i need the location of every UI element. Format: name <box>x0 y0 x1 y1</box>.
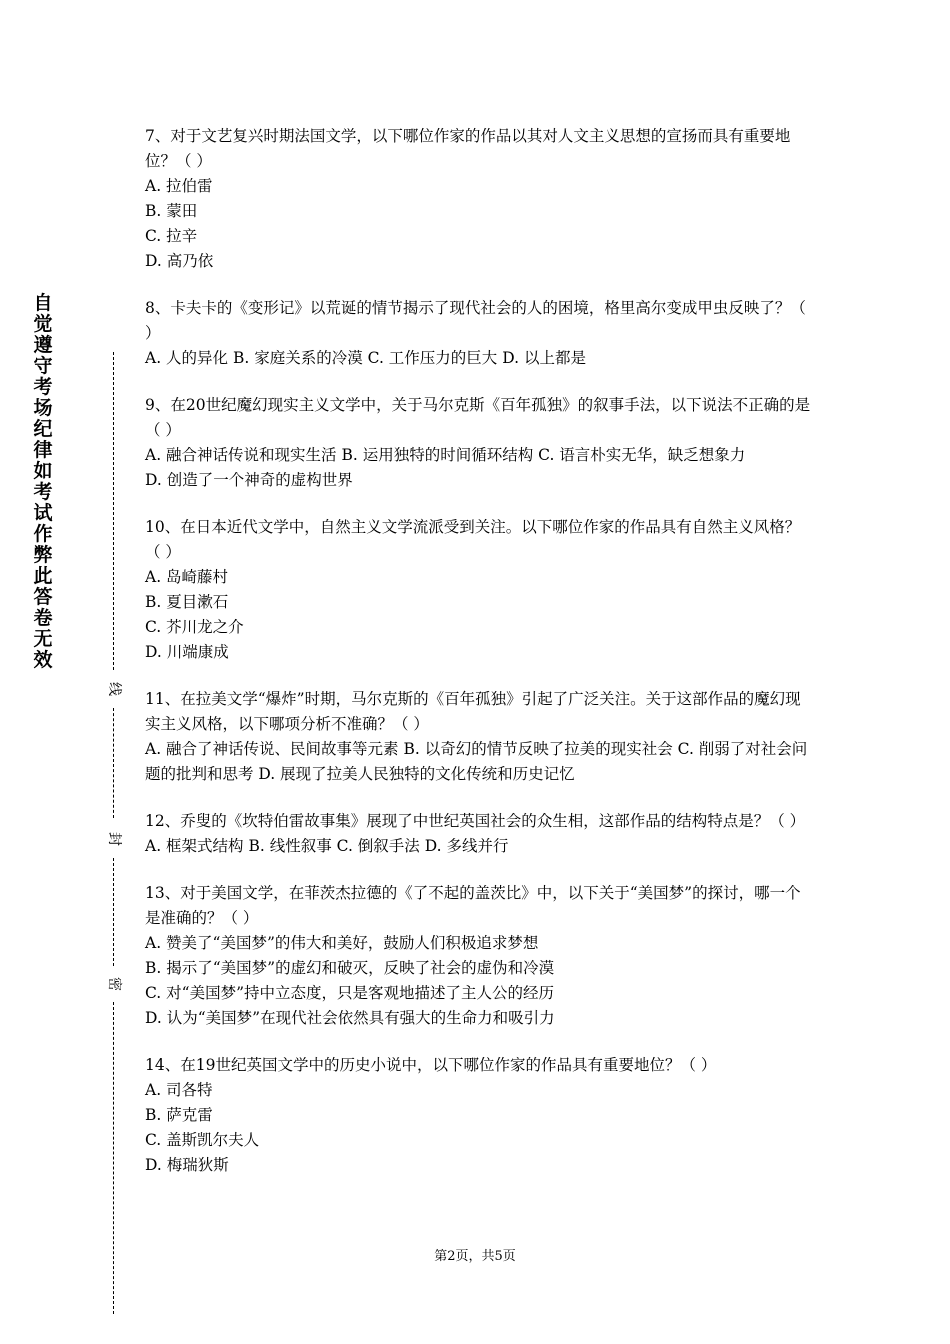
option-b: B. 萨克雷 <box>145 1106 213 1124</box>
option-c: C. 盖斯凯尔夫人 <box>145 1131 260 1149</box>
binding-cut-line <box>113 708 114 818</box>
cut-mark-line: 线 <box>106 682 122 696</box>
options-line: A. 框架式结构 B. 线性叙事 C. 倒叙手法 D. 多线并行 <box>145 837 509 855</box>
binding-cut-line <box>113 352 114 670</box>
options-line: A. 融合了神话传说、民间故事等元素 B. 以奇幻的情节反映了拉美的现实社会 C. 削弱了对社会问题的批判和思考 D. 展现了拉美人民独特的文化传统和历史记忆 <box>145 740 808 783</box>
option-d: D. 高乃依 <box>145 252 214 270</box>
binding-cut-line <box>113 858 114 966</box>
option-d: D. 川端康成 <box>145 643 229 661</box>
option-a: A. 司各特 <box>145 1081 213 1099</box>
cut-mark-seal: 封 <box>106 832 122 846</box>
binding-cut-line <box>113 1002 114 1314</box>
option-d: D. 认为“美国梦”在现代社会依然具有强大的生命力和吸引力 <box>145 1009 555 1027</box>
question-14 <box>145 1053 815 1178</box>
option-d: D. 梅瑞狄斯 <box>145 1156 229 1174</box>
option-c: C. 拉辛 <box>145 227 198 245</box>
option-a: A. 岛崎藤村 <box>145 568 229 586</box>
question-list <box>145 124 815 1200</box>
page-number: 第2页，共5页 <box>434 1249 516 1264</box>
option-b: B. 夏目漱石 <box>145 593 229 611</box>
question-7 <box>145 124 815 274</box>
question-stem: 8、卡夫卡的《变形记》以荒诞的情节揭示了现代社会的人的困境，格里高尔变成甲虫反映了？（ ） <box>145 299 806 342</box>
option-d: D. 创造了一个神奇的虚构世界 <box>145 471 353 489</box>
exam-discipline-notice: 自觉遵守考场纪律如考试作弊此答卷无效 <box>33 292 53 671</box>
option-b: B. 揭示了“美国梦”的虚幻和破灭，反映了社会的虚伪和冷漠 <box>145 959 555 977</box>
question-stem: 7、对于文艺复兴时期法国文学，以下哪位作家的作品以其对人文主义思想的宣扬而具有重要地位？（ ） <box>145 127 791 170</box>
options-line: A. 人的异化 B. 家庭关系的冷漠 C. 工作压力的巨大 D. 以上都是 <box>145 349 586 367</box>
question-stem: 10、在日本近代文学中，自然主义文学流派受到关注。以下哪位作家的作品具有自然主义风格？（ ） <box>145 518 801 561</box>
question-12 <box>145 809 815 859</box>
option-c: C. 对“美国梦”持中立态度，只是客观地描述了主人公的经历 <box>145 984 555 1002</box>
cut-mark-secret: 密 <box>106 977 122 991</box>
question-13 <box>145 881 815 1031</box>
question-stem: 9、在20世纪魔幻现实主义文学中，关于马尔克斯《百年孤独》的叙事手法，以下说法不正确的是（ ） <box>145 396 811 439</box>
question-stem: 13、对于美国文学，在菲茨杰拉德的《了不起的盖茨比》中，以下关于“美国梦”的探讨，哪一个是准确的？（ ） <box>145 884 801 927</box>
question-10 <box>145 515 815 665</box>
question-9 <box>145 393 815 493</box>
option-b: B. 蒙田 <box>145 202 198 220</box>
options-line: A. 融合神话传说和现实生活 B. 运用独特的时间循环结构 C. 语言朴实无华，缺乏想象力 <box>145 446 746 464</box>
question-stem: 14、在19世纪英国文学中的历史小说中，以下哪位作家的作品具有重要地位？（ ） <box>145 1056 717 1074</box>
question-11 <box>145 687 815 787</box>
option-a: A. 拉伯雷 <box>145 177 213 195</box>
question-stem: 11、在拉美文学“爆炸”时期，马尔克斯的《百年孤独》引起了广泛关注。关于这部作品的魔幻现实主义风格，以下哪项分析不准确？（ ） <box>145 690 801 733</box>
option-a: A. 赞美了“美国梦”的伟大和美好，鼓励人们积极追求梦想 <box>145 934 539 952</box>
option-c: C. 芥川龙之介 <box>145 618 244 636</box>
question-stem: 12、乔叟的《坎特伯雷故事集》展现了中世纪英国社会的众生相，这部作品的结构特点是？（ ） <box>145 812 806 830</box>
question-8 <box>145 296 815 371</box>
